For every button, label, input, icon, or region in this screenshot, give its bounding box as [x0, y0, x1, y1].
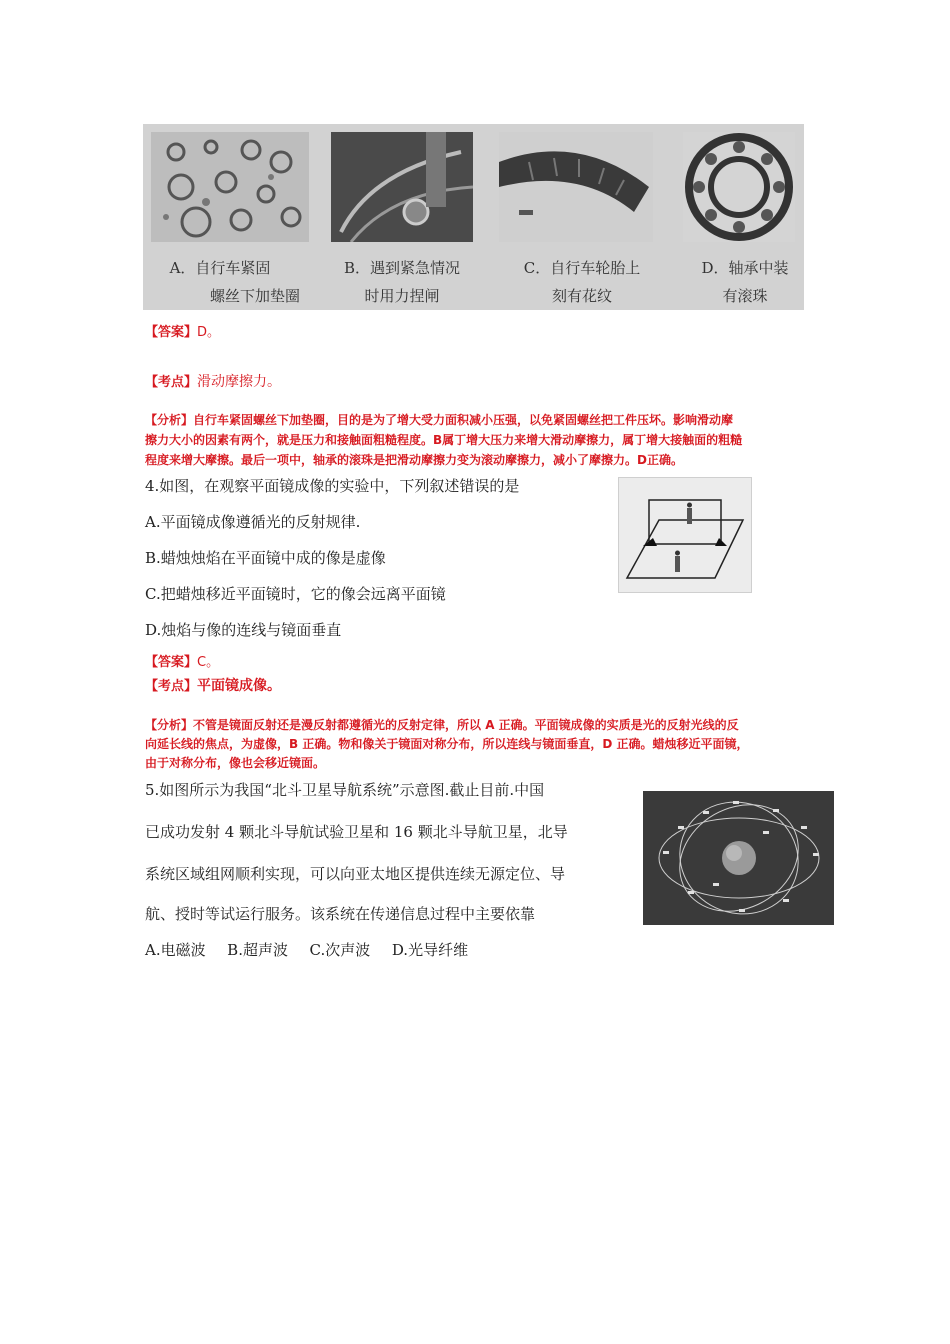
q4-option-d: D.烛焰与像的连线与镜面垂直	[145, 621, 342, 639]
beidou-satellite-figure	[643, 791, 834, 925]
caption-b-line2: 时用力捏闸	[364, 287, 440, 305]
analysis-label: 【分析】	[145, 718, 194, 732]
caption-d-line1: D．轴承中装	[701, 259, 789, 277]
q5-stem-line-2: 已成功发射 4 颗北斗导航试验卫星和 16 颗北斗导航卫星，北导	[145, 823, 568, 841]
q3-answer	[145, 321, 220, 340]
caption-d-line2: 有滚珠	[722, 287, 768, 305]
analysis-line-1: 自行车紧固螺丝下加垫圈，目的是为了增大受力面积减小压强，以免紧固螺丝把工件压坏。影响滑动摩	[193, 413, 734, 427]
q5-option-c: C.次声波	[309, 941, 371, 959]
topic-value: 滑动摩擦力。	[197, 374, 282, 390]
analysis-line-2: 向延长线的焦点，为虚像，B 正确。物和像关于镜面对称分布，所以连线与镜面垂直，D 正确。蜡烛移近平面镜，	[145, 737, 749, 751]
q5-option-d: D.光导纤维	[391, 941, 469, 959]
analysis-line-3: 由于对称分布，像也会移近镜面。	[145, 756, 326, 770]
tire-tread-photo	[499, 132, 653, 242]
q5-options	[145, 940, 468, 960]
answer-value: C。	[197, 655, 220, 670]
analysis-line-2: 擦力大小的因素有两个，就是压力和接触面粗糙程度。B属丁增大压力来增大滑动摩擦力，属丁增大接触面的粗糙	[145, 433, 743, 447]
q5-stem-line-1: 5.如图所示为我国“北斗卫星导航系统”示意图.截止目前.中国	[145, 781, 545, 799]
analysis-line-3: 程度来增大摩擦。最后一项中，轴承的滚珠是把滑动摩擦力变为滚动摩擦力，减小了摩擦力。D正确。	[145, 453, 683, 467]
q4-option-b: B.蜡烛烛焰在平面镜中成的像是虚像	[145, 549, 386, 567]
q4-option-c: C.把蜡烛移近平面镜时，它的像会远离平面镜	[145, 585, 446, 603]
washers-photo	[151, 132, 309, 242]
q4-stem: 4.如图，在观察平面镜成像的实验中，下列叙述错误的是	[145, 477, 520, 495]
q5-stem-line-3: 系统区域组网顺利实现，可以向亚太地区提供连续无源定位、导	[145, 865, 566, 883]
q3-topic	[145, 371, 281, 391]
answer-label: 【答案】	[145, 655, 198, 670]
ball-bearing-photo	[683, 132, 795, 242]
answer-value: D。	[197, 325, 221, 340]
topic-value: 平面镜成像。	[197, 678, 282, 694]
caption-c-line1: C．自行车轮胎上	[523, 259, 641, 277]
analysis-line-1: 不管是镜面反射还是漫反射都遵循光的反射定律，所以 A 正确。平面镜成像的实质是光的反射光线的反	[193, 718, 739, 732]
q5-stem-line-4: 航、授时等试运行服务。该系统在传递信息过程中主要依靠	[145, 905, 536, 923]
q4-option-a: A.平面镜成像遵循光的反射规律.	[145, 513, 361, 531]
caption-c-line2: 刻有花纹	[551, 287, 612, 305]
friction-examples-figure	[143, 124, 804, 310]
q4-analysis	[145, 716, 811, 773]
caption-b-line1: B．遇到紧急情况	[343, 259, 461, 277]
q5-option-b: B.超声波	[227, 941, 288, 959]
q4-answer	[145, 651, 219, 670]
caption-a-line1: A．自行车紧固	[169, 259, 271, 277]
topic-label: 【考点】	[145, 375, 198, 390]
answer-label: 【答案】	[145, 325, 198, 340]
q3-analysis	[145, 410, 811, 470]
q5-option-a: A.电磁波	[145, 941, 206, 959]
topic-label: 【考点】	[145, 679, 198, 694]
q4-topic	[145, 675, 281, 695]
analysis-label: 【分析】	[145, 413, 194, 427]
brake-photo	[331, 132, 473, 242]
caption-a-line2: 螺丝下加垫圈	[209, 287, 300, 305]
plane-mirror-figure	[618, 477, 752, 593]
